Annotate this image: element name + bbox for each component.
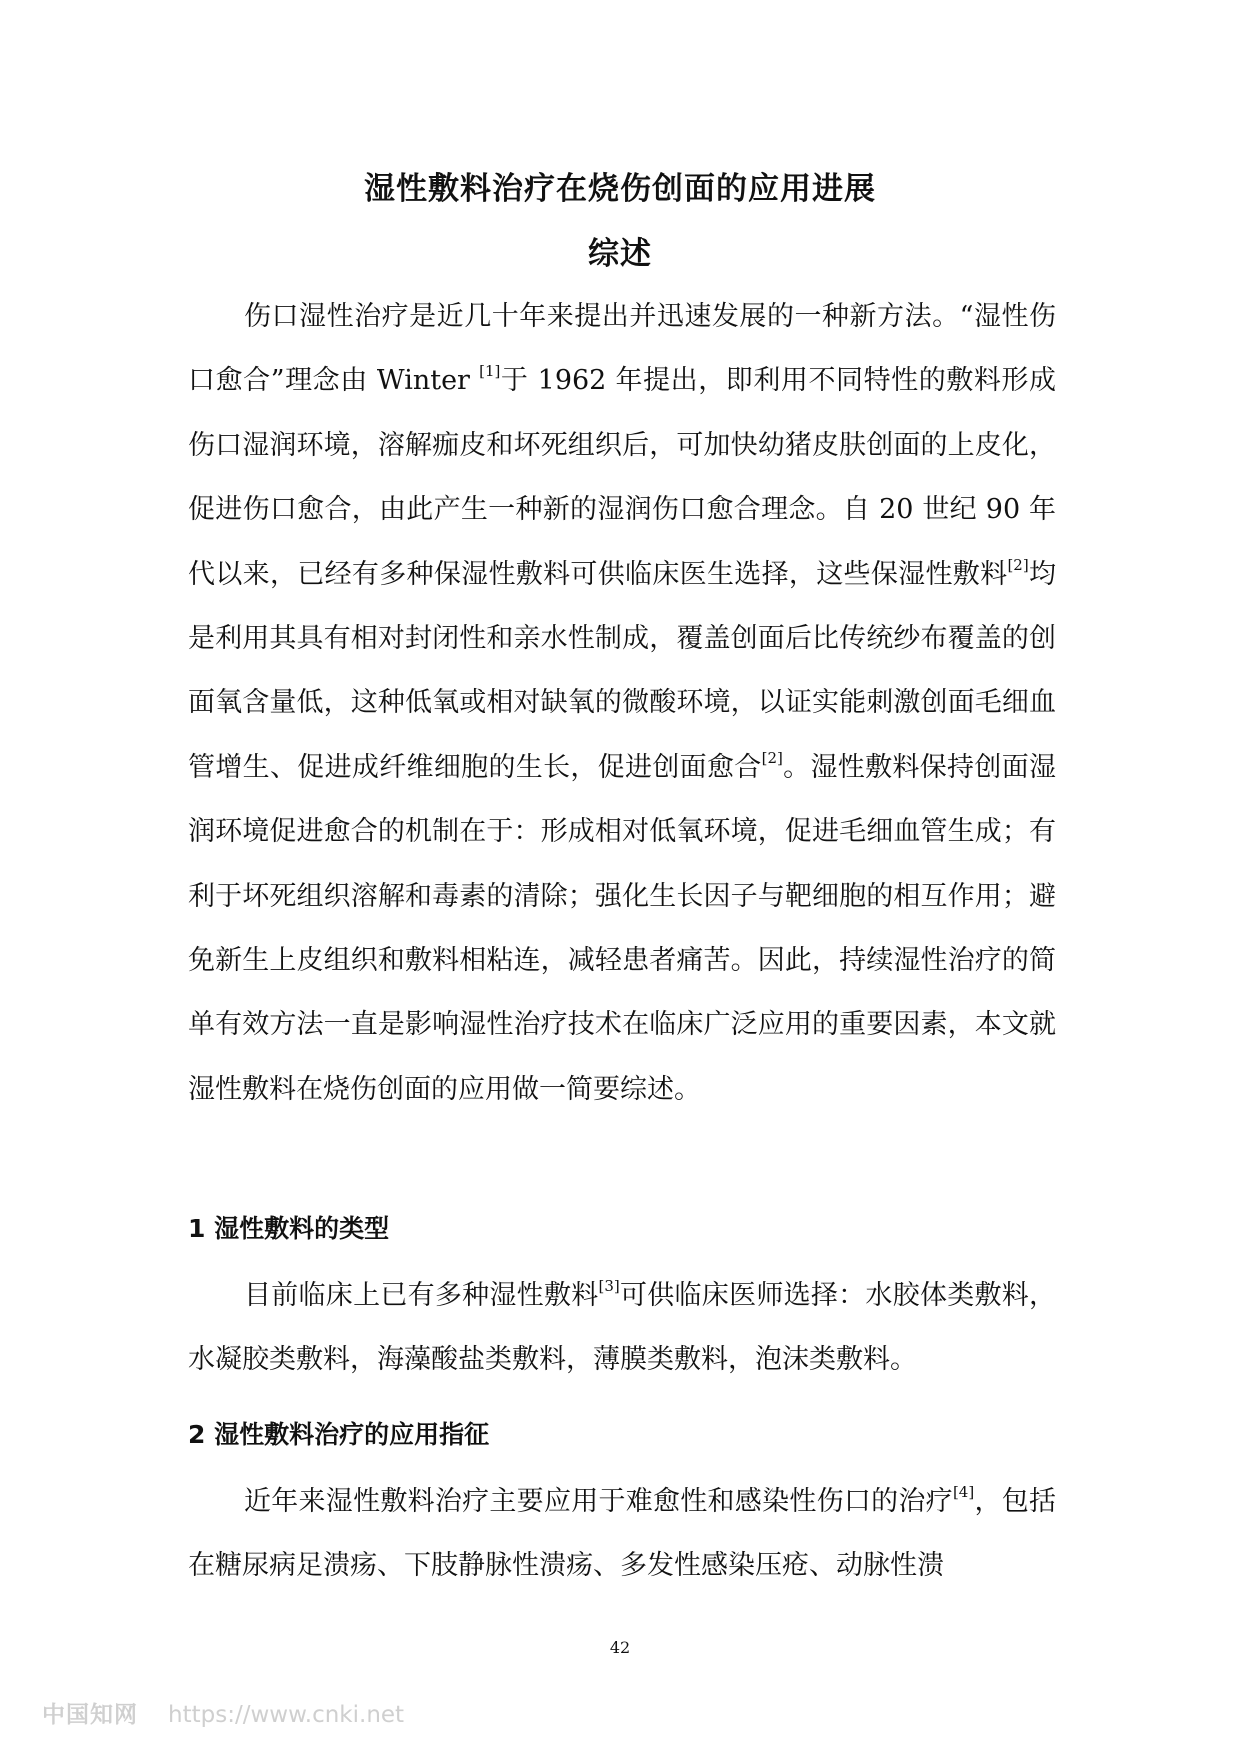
citation-ref-2: [2]: [1007, 555, 1029, 574]
intro-text-1: 伤口湿性治疗是近几十年来提出并迅速发展的一种新方法。“湿性伤口愈合”理念由 Winter: [188, 301, 1056, 397]
section-2-text-2: ，包括在糖尿病足溃疡、下肢静脉性溃疡、多发性感染压疮、动脉性溃: [188, 1486, 1057, 1582]
citation-ref-1: [1]: [479, 362, 501, 381]
section-1-text-2: 可供临床医师选择：水胶体类敷料，水凝胶类敷料，海藻酸盐类敷料，薄膜类敷料，泡沫类敷料。: [188, 1280, 1057, 1376]
section-1-paragraph: [188, 1264, 1056, 1393]
section-2-heading: 2 湿性敷料治疗的应用指征: [188, 1420, 490, 1449]
intro-text-2: 于 1962 年提出，即利用不同特性的敷料形成伤口湿润环境，溶解痂皮和坏死组织后，可加快幼猪皮肤创面的上皮化，促进伤口愈合，由此产生一种新的湿润伤口愈合理念。自 20 世纪 90 年代以来，已经有多种保湿性敷料可供临床医生选择，这些保湿性敷料: [188, 365, 1056, 590]
cnki-watermark: [42, 1696, 404, 1729]
section-1-text-1: 目前临床上已有多种湿性敷料: [244, 1280, 599, 1311]
watermark-url: https://www.cnki.net: [168, 1702, 405, 1728]
intro-text-3: 均是利用其具有相对封闭性和亲水性制成，覆盖创面后比传统纱布覆盖的创面氧含量低，这种低氧或相对缺氧的微酸环境，以证实能刺激创面毛细血管增生、促进成纤维细胞的生长，促进创面愈合: [188, 558, 1057, 783]
intro-text-4: 。湿性敷料保持创面湿润环境促进愈合的机制在于：形成相对低氧环境，促进毛细血管生成；有利于坏死组织溶解和毒素的清除；强化生长因子与靶细胞的相互作用；避免新生上皮组织和敷料相粘连，减轻患者痛苦。因此，持续湿性治疗的简单有效方法一直是影响湿性治疗技术在临床广泛应用的重要因素，本文就湿性敷料在烧伤创面的应用做一简要综述。: [188, 751, 1057, 1105]
paper-title: 湿性敷料治疗在烧伤创面的应用进展: [364, 171, 876, 207]
intro-paragraph: [188, 285, 1056, 1122]
section-2-text-1: 近年来湿性敷料治疗主要应用于难愈性和感染性伤口的治疗: [244, 1486, 953, 1517]
section-1-heading: 1 湿性敷料的类型: [188, 1214, 390, 1243]
watermark-brand: 中国知网: [42, 1702, 138, 1728]
citation-ref-3: [3]: [598, 1277, 620, 1295]
section-2-paragraph: [188, 1470, 1056, 1599]
paper-subtitle: 综述: [588, 236, 652, 272]
citation-ref-2b: [2]: [761, 748, 783, 767]
page-number: 42: [609, 1638, 631, 1657]
citation-ref-4: [4]: [952, 1483, 975, 1501]
